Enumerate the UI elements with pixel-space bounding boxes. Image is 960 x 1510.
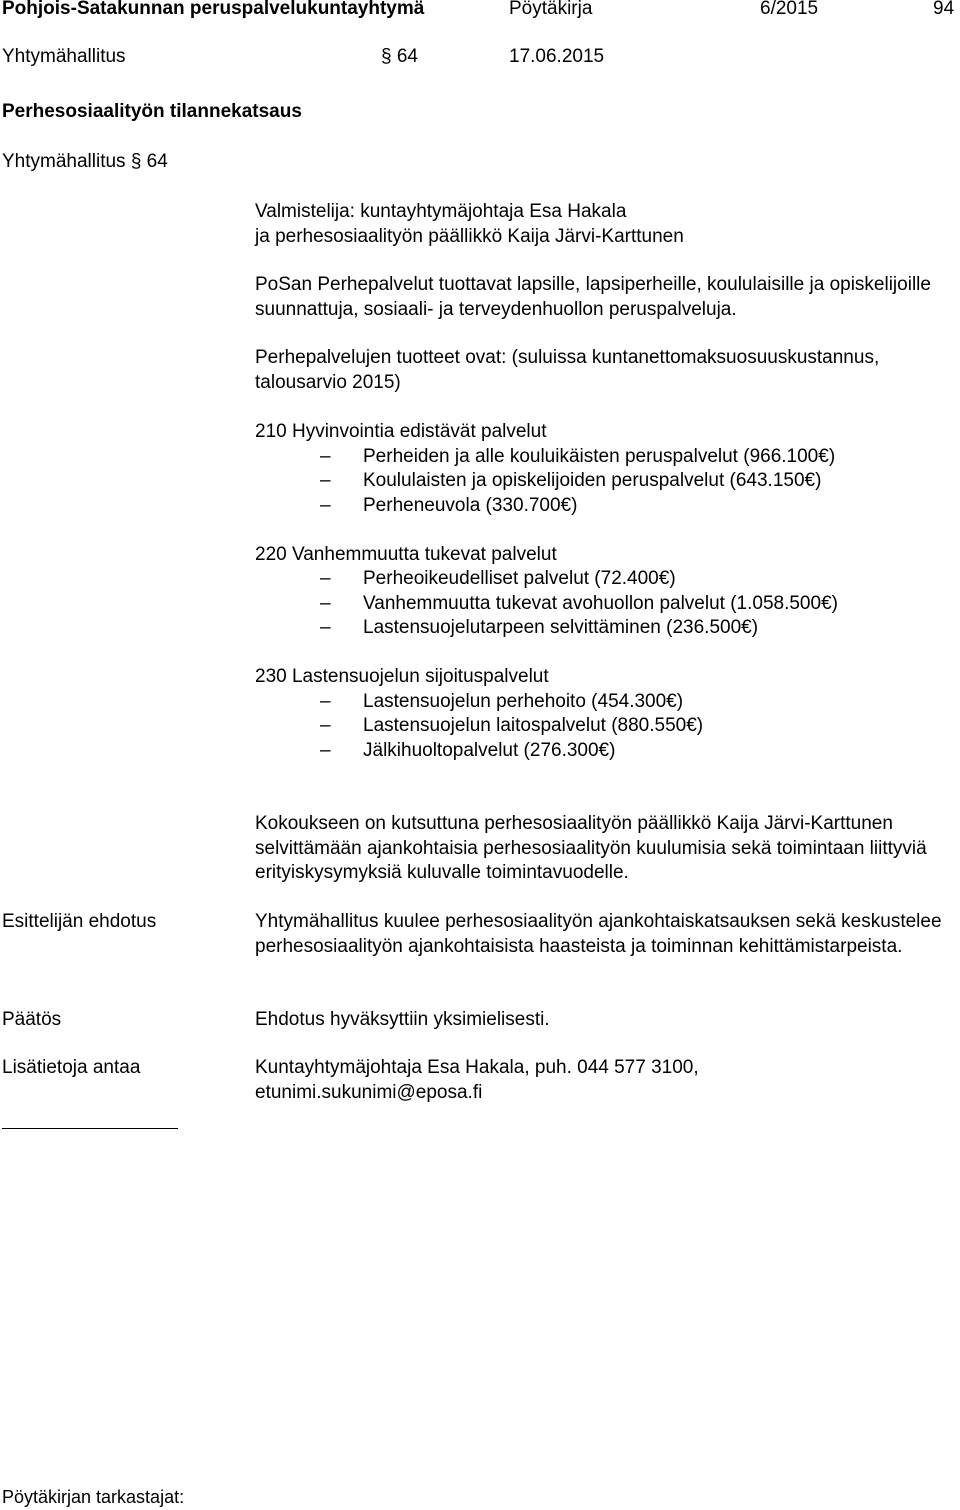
service-group xyxy=(255,543,945,641)
proposal-text: Yhtymähallitus kuulee perhesosiaalityön ajankohtaiskatsauksen sekä keskustelee perhesosiaalityön ajankohtaisista haasteista ja toiminnan kehittämistarpeista. xyxy=(255,911,942,957)
reference-line: Yhtymähallitus § 64 xyxy=(2,151,168,172)
list-item xyxy=(255,469,945,494)
document-number: 6/2015 xyxy=(760,0,819,19)
dash-bullet: – xyxy=(320,739,331,761)
dash-bullet: – xyxy=(320,592,331,614)
preparers-line-1: Valmistelija: kuntayhtymäjohtaja Esa Hakala xyxy=(255,201,627,222)
list-item-text: Lastensuojelutarpeen selvittäminen (236.500€) xyxy=(363,617,759,638)
service-group-title: 230 Lastensuojelun sijoituspalvelut xyxy=(255,666,549,687)
dash-bullet: – xyxy=(320,470,331,491)
list-item-text: Perheoikeudelliset palvelut (72.400€) xyxy=(363,568,676,589)
list-item-text: Vanhemmuutta tukevat avohuollon palvelut (1.058.500€) xyxy=(363,592,838,614)
decision-label: Päätös xyxy=(2,1009,62,1030)
service-list xyxy=(255,567,945,641)
list-item xyxy=(255,690,945,715)
list-item xyxy=(255,445,945,470)
dash-bullet: – xyxy=(320,690,331,712)
page-number: 94 xyxy=(933,0,955,19)
list-item-text: Koululaisten ja opiskelijoiden peruspalvelut (643.150€) xyxy=(363,470,822,491)
service-group-title: 220 Vanhemmuutta tukevat palvelut xyxy=(255,543,557,565)
list-item-text: Jälkihuoltopalvelut (276.300€) xyxy=(363,739,616,761)
dash-bullet: – xyxy=(320,494,331,516)
list-item-text: Lastensuojelun laitospalvelut (880.550€) xyxy=(363,715,704,736)
decision-text: Ehdotus hyväksyttiin yksimielisesti. xyxy=(255,1009,550,1030)
list-item xyxy=(255,567,945,592)
list-item xyxy=(255,739,945,764)
list-item xyxy=(255,592,945,617)
contact-label: Lisätietoja antaa xyxy=(2,1057,141,1078)
products-intro-paragraph: Perhepalvelujen tuotteet ovat: (suluissa kuntanettomaksuosuuskustannus, talousarvio 2015) xyxy=(255,347,880,393)
list-item-text: Perheneuvola (330.700€) xyxy=(363,494,578,516)
page-title: Perhesosiaalityön tilannekatsaus xyxy=(2,101,302,122)
dash-bullet: – xyxy=(320,617,331,638)
dash-bullet: – xyxy=(320,445,331,467)
footer-inspectors-label: Pöytäkirjan tarkastajat: xyxy=(2,1487,185,1507)
organization-name: Pohjois-Satakunnan peruspalvelukuntayhtymä xyxy=(2,0,425,19)
meeting-note-paragraph: Kokoukseen on kutsuttuna perhesosiaalityön päällikkö Kaija Järvi-Karttunen selvittämään ajankohtaisia perhesosiaalityön kuulumisia sekä toimintaan liittyviä erityiskysymyksiä kuluvalle toimintavuodelle. xyxy=(255,813,927,883)
contact-line-1: Kuntayhtymäjohtaja Esa Hakala, puh. 044 577 3100, xyxy=(255,1057,699,1078)
section-number: § 64 xyxy=(381,46,418,67)
service-groups xyxy=(255,420,945,763)
list-item xyxy=(255,494,945,519)
intro-paragraph: PoSan Perhepalvelut tuottavat lapsille, lapsiperheille, koululaisille ja opiskelijoille suunnattuja, sosiaali- ja terveydenhuollon peruspalveluja. xyxy=(255,274,931,320)
proposal-label: Esittelijän ehdotus xyxy=(2,911,157,932)
service-list xyxy=(255,445,945,519)
service-group xyxy=(255,665,945,763)
list-item xyxy=(255,616,945,641)
preparers-line-2: ja perhesosiaalityön päällikkö Kaija Järvi-Karttunen xyxy=(255,225,684,247)
list-item xyxy=(255,714,945,739)
body-name: Yhtymähallitus xyxy=(2,46,126,67)
service-group xyxy=(255,420,945,518)
preparers xyxy=(255,200,945,249)
dash-bullet: – xyxy=(320,568,331,589)
dash-bullet: – xyxy=(320,715,331,736)
meeting-date: 17.06.2015 xyxy=(509,46,605,67)
list-item-text: Lastensuojelun perhehoito (454.300€) xyxy=(363,690,684,712)
contact-details xyxy=(255,1056,945,1105)
separator-line xyxy=(2,1128,178,1129)
service-group-title: 210 Hyvinvointia edistävät palvelut xyxy=(255,421,547,442)
service-list xyxy=(255,690,945,764)
list-item-text: Perheiden ja alle kouluikäisten peruspalvelut (966.100€) xyxy=(363,445,836,467)
contact-email: etunimi.sukunimi@eposa.fi xyxy=(255,1081,483,1103)
document-type: Pöytäkirja xyxy=(509,0,593,19)
